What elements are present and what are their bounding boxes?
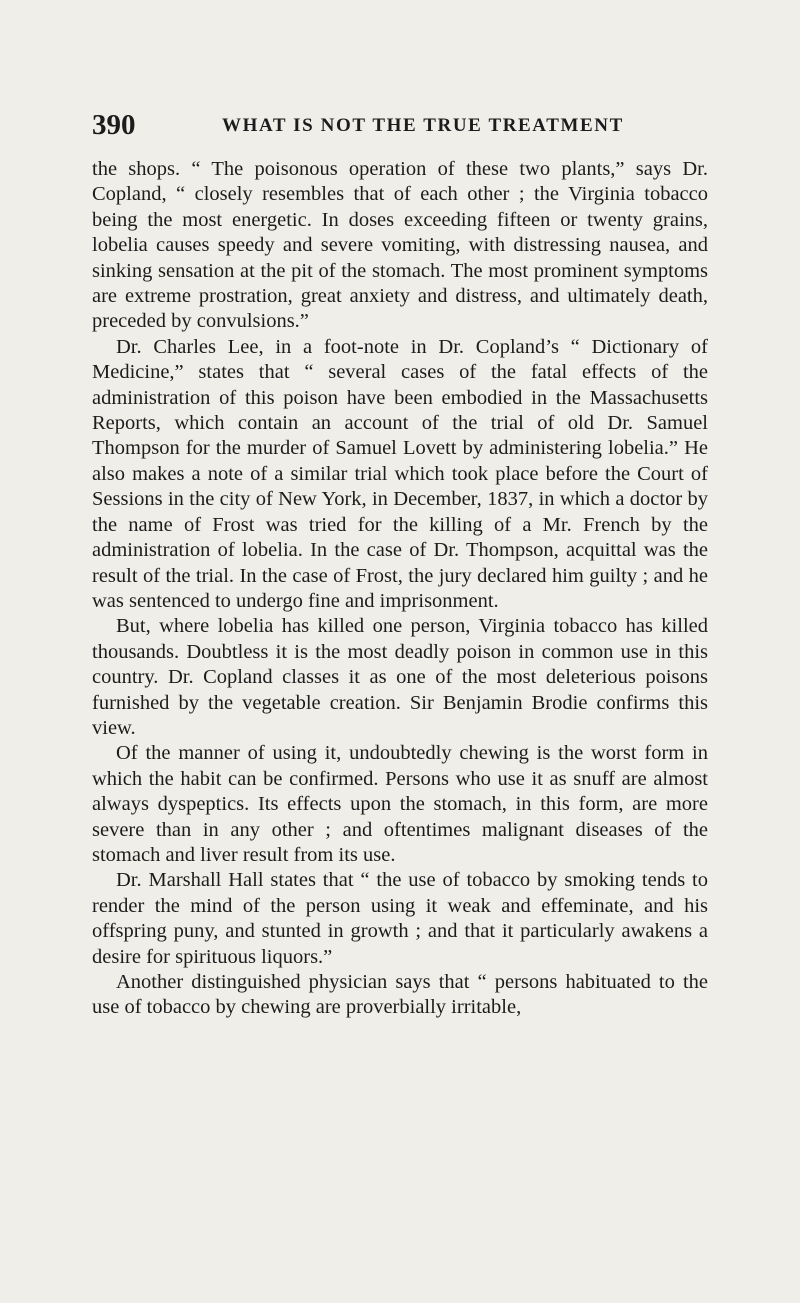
paragraph: Another distinguished physician says that “ persons habituated to the use of tobacco by chewing are proverbially irritable, xyxy=(92,971,708,1019)
page-header xyxy=(92,108,712,142)
paragraph: Dr. Marshall Hall states that “ the use of tobacco by smoking tends to render the mind of the person using it weak and effeminate, and his offspring puny, and stunted in growth ; and that it particularly awakens a desire for spirituous liquors.” xyxy=(92,869,708,968)
paragraph: Of the manner of using it, undoubtedly chewing is the worst form in which the habit can be confirmed. Persons who use it as snuff are almost always dyspeptics. Its effects upon the stomach, in this form, are more severe than in any other ; and oftentimes malignant diseases of the stomach and liver result from its use. xyxy=(92,742,708,866)
body-text xyxy=(92,157,708,1021)
paragraph: But, where lobelia has killed one person, Virginia tobacco has killed thousands. Doubtless it is the most deadly poison in common use in this country. Dr. Copland classes it as one of the most deleterious poisons furnished by the vegetable creation. Sir Benjamin Brodie confirms this view. xyxy=(92,615,708,739)
paragraph: Dr. Charles Lee, in a foot-note in Dr. Copland’s “ Dictionary of Medicine,” states that “ several cases of the fatal effects of the administration of this poison have been embodied in the Massachusetts Reports, which contain an account of the trial of old Dr. Samuel Thompson for the murder of Samuel Lovett by administering lobelia.” He also makes a note of a similar trial which took place before the Court of Sessions in the city of New York, in December, 1837, in which a doctor by the name of Frost was tried for the killing of a Mr. French by the administration of lobelia. In the case of Dr. Thompson, acquittal was the result of the trial. In the case of Frost, the jury declared him guilty ; and he was sentenced to undergo fine and imprisonment. xyxy=(92,335,708,612)
paragraph: the shops. “ The poisonous operation of these two plants,” says Dr. Copland, “ closely resembles that of each other ; the Virginia tobacco being the most energetic. In doses exceeding fifteen or twenty grains, lobelia causes speedy and severe vomiting, with distressing nausea, and sinking sensation at the pit of the stomach. The most prominent symptoms are extreme prostration, great anxiety and distress, and ultimately death, preceded by convulsions.” xyxy=(92,158,708,333)
page-number: 390 xyxy=(92,109,136,141)
running-title: WHAT IS NOT THE TRUE TREATMENT xyxy=(222,115,624,136)
